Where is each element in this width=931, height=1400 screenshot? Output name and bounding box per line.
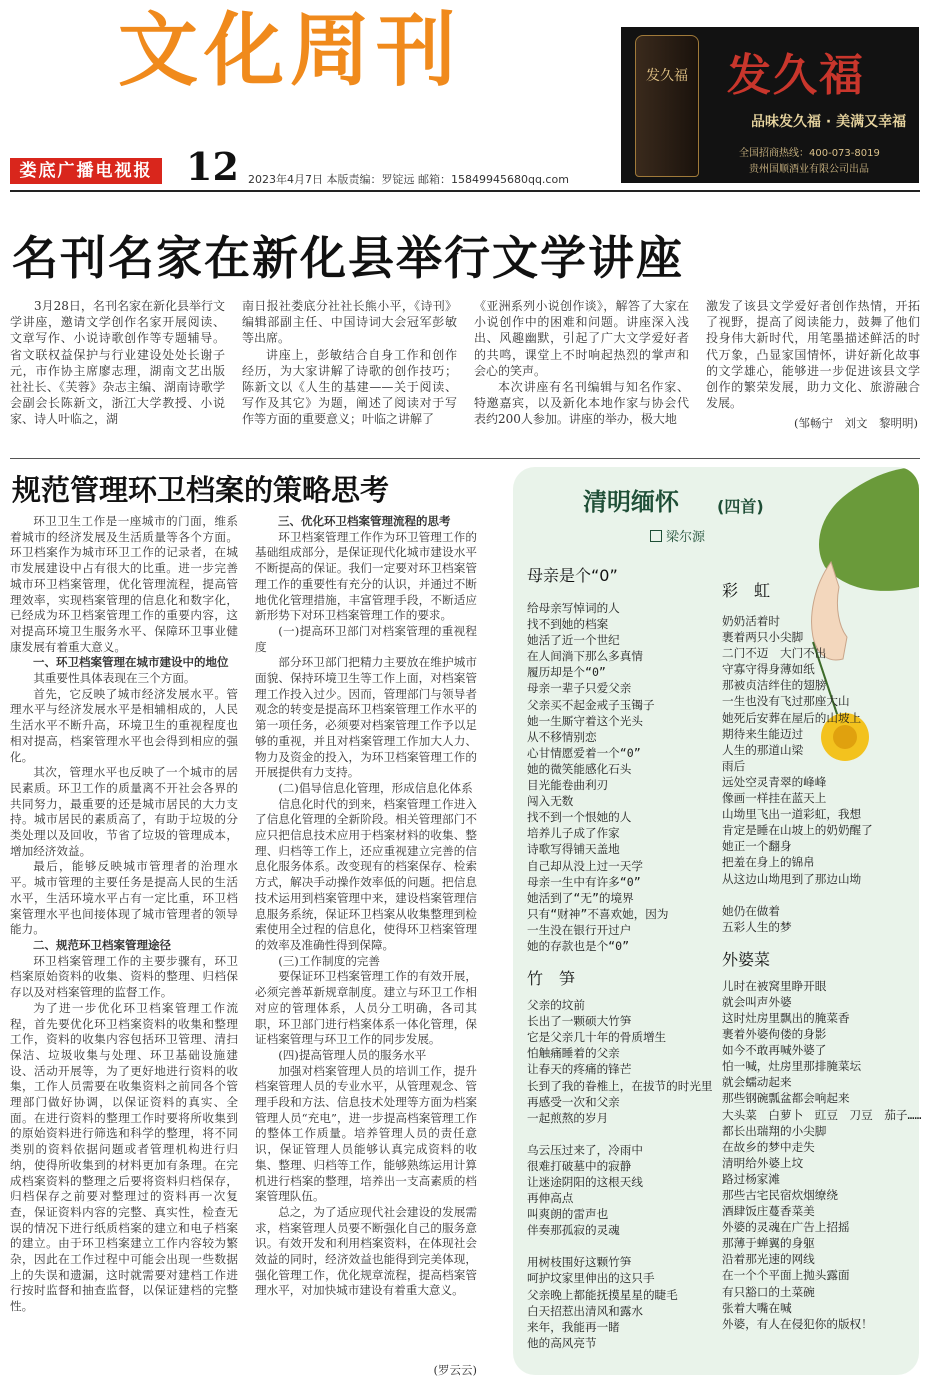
poem-line: 酒肆饭庄蔓香菜美 bbox=[722, 1204, 815, 1219]
poem-line: 闯入无数 bbox=[527, 794, 574, 809]
poem-title-grandma-dish: 外婆菜 bbox=[722, 949, 771, 969]
poem-line: 二门不迈 大门不出 bbox=[722, 646, 827, 661]
poem-line: 他的高风亮节 bbox=[527, 1335, 597, 1350]
poem-line: 呵护坟家里伸出的这只手 bbox=[527, 1271, 655, 1286]
poem-line: 再伸高点 bbox=[527, 1191, 574, 1206]
paragraph: 3月28日，名刊名家在新化县举行文学讲座，邀请文学创作名家开展阅读、文章写作、小说诗歌创作等专题辅导。省文联权益保护与行业建设处处长谢子元，市作协主席廖志理，湖南文艺出版社社长、《芙蓉》杂志主编、湖南诗歌学会副会长陈新文，浙江大学教授、小说家、诗人叶临之，湖 bbox=[10, 299, 225, 427]
paragraph: (一)提高环卫部门对档案管理的重视程度 bbox=[255, 623, 477, 654]
poem-line: 履历却是个“0” bbox=[527, 665, 606, 680]
poem-line: 怕一喊，灶房里那排腌菜坛 bbox=[722, 1059, 862, 1074]
paragraph: (四)提高管理人员的服务水平 bbox=[278, 1047, 427, 1062]
poem-line: 她活了近一个世纪 bbox=[527, 633, 620, 648]
paragraph: 最后，能够反映城市管理者的治理水平。城市管理的主要任务是提高人民的生活水平，生活环境水平占有一定比重，环卫档案管理水平也间接体现了城市管理者的领导能力。 bbox=[10, 859, 238, 937]
poem-line: 在人间淌下那么多真情 bbox=[527, 649, 643, 664]
paragraph: 讲座上，彭敏结合自身工作和创作经历，为大家讲解了诗歌的创作技巧；陈新文以《人生的基建——关于阅读、写作及其它》为题，阐述了阅读对于写作等方面的重要意义；叶临之讲解了 bbox=[242, 347, 457, 427]
poem-section-title: 清明缅怀 bbox=[583, 488, 679, 516]
poem-line: 父亲的坟前 bbox=[527, 998, 585, 1013]
poem-bamboo-lines bbox=[527, 997, 712, 1351]
poem-line: 裹着两只小尖脚 bbox=[722, 630, 804, 645]
poem-line: 大头菜 白萝卜 豇豆 刀豆 茄子…… bbox=[722, 1107, 922, 1122]
poem-line: 培养儿子成了作家 bbox=[527, 826, 620, 841]
poem-line: 她仍在做着 bbox=[722, 903, 780, 918]
section-heading: 三、优化环卫档案管理流程的思考 bbox=[278, 514, 451, 528]
paragraph: 激发了该县文学爱好者创作热情，开拓了视野，提高了阅读能力，鼓舞了他们投身伟大新时代，用笔墨描述鲜活的时代万象，凸显家国情怀，讲好新化故事的文学雄心，能够进一步促进该县文学创作的繁荣发展，助力文化、旅游融合发展。 bbox=[706, 299, 920, 411]
poem-line: 父亲买不起金戒子玉镯子 bbox=[527, 697, 655, 712]
poem-line: 沿着那光速的网线 bbox=[722, 1252, 815, 1267]
article2-byline: (罗云云) bbox=[433, 1363, 477, 1377]
poem-line: 那些钢碗瓢盆都会响起来 bbox=[722, 1091, 850, 1106]
poem-line: 长出了一颗硕大竹笋 bbox=[527, 1014, 632, 1029]
poem-line: 长到了我的眷椎上，在拔节的时光里 bbox=[527, 1078, 713, 1093]
poem-line: 外婆，有人在侵犯你的版权！ bbox=[722, 1316, 873, 1331]
poem-line: 有只豁口的土菜碗 bbox=[722, 1284, 815, 1299]
poem-line: 那薄于蝉翼的身躯 bbox=[722, 1236, 815, 1251]
poem-line: 她死后安葬在屋后的山坡上 bbox=[722, 710, 862, 725]
poem-line: 让迷途阴阳的这根天线 bbox=[527, 1175, 643, 1189]
paragraph: 环卫档案管理工作作为环卫管理工作的基础组成部分，是保证现代化城市建设水平不断提高的保证。我们一定要对环卫档案管理工作的重要性有充分的认识，并通过不断地优化管理措施，丰富管理手段，不断适应新形势下对环卫档案管理工作的要求。 bbox=[255, 529, 477, 623]
poem-line: 像画一样挂在蓝天上 bbox=[722, 791, 827, 806]
poem-line: 张着大嘴在喊 bbox=[722, 1300, 792, 1315]
article1-headline: 名刊名家在新化县举行文学讲座 bbox=[12, 231, 684, 285]
poem-left-column bbox=[527, 563, 712, 1351]
poem-line: 她活到了“无”的境界 bbox=[527, 890, 634, 905]
masthead-title: 文化周刊 bbox=[118, 3, 462, 97]
poem-line: 她一生厮守着这个光头 bbox=[527, 713, 643, 728]
paragraph: 信息化时代的到来，档案管理工作进入了信息化管理的全新阶段。相关管理部门不应只把信息技术应用于档案材料的收集、整理、归档等工作上，还应重视建立完善的信息化服务体系。改变现有的档案保存、检索方式，解决手动操作效率低的问题。把信息技术运用到档案管理中来，建设档案管理信息服务系统，保证环卫档案从收集整理到检索使用全过程的信息化，使得环卫档案管理的效率及准确性得到保障。 bbox=[255, 796, 477, 952]
paragraph: 其重要性具体表现在三个方面。 bbox=[33, 671, 196, 686]
poem-line: 它是父亲几十年的骨质增生 bbox=[527, 1030, 667, 1045]
poem-line: 山坳里飞出一道彩虹，我想 bbox=[722, 807, 862, 822]
poem-section-subtitle: (四首) bbox=[717, 497, 764, 516]
poem-line: 肯定是睡在山坡上的奶奶醒了 bbox=[722, 823, 873, 838]
poem-line: 目光能卷曲利刃 bbox=[527, 778, 609, 793]
poem-grandma-dish-lines bbox=[722, 978, 922, 1332]
paragraph: 其次，管理水平也反映了一个城市的居民素质。环卫工作的质量离不开社会各界的共同努力，最重要的还是城市居民的大力支持。城市居民的素质高了，有助于垃圾的分类处理以及回收，节省了垃圾的管理成本，增加经济效益。 bbox=[10, 765, 238, 858]
ad-slogan: 品味发久福 · 美满又幸福 bbox=[751, 114, 907, 130]
poem-line: 就会蠕动起来 bbox=[722, 1075, 792, 1090]
paragraph: 总之，为了适应现代社会建设的发展需求，档案管理人员要不断强化自己的服务意识。有效开发和利用档案资料，在体现社会效益的同时，经济效益也能得到完美体现，强化管理工作，优化规章流程，提高档案管理水平，对加快城市建设有着重大意义。 bbox=[255, 1204, 477, 1298]
article2-col2 bbox=[255, 514, 477, 1299]
poem-line: 一生没在银行开过户 bbox=[527, 922, 632, 937]
article1-byline: (邹畅宁 刘文 黎明明) bbox=[794, 416, 918, 430]
poem-line: 人生的那道山梁 bbox=[722, 742, 804, 757]
poem-title-rainbow: 彩 虹 bbox=[722, 581, 771, 600]
ad-maker: 贵州国顺酒业有限公司出品 bbox=[749, 164, 869, 175]
poem-line: 裹着外婆佝偻的身影 bbox=[722, 1027, 827, 1042]
section-heading: 一、环卫档案管理在城市建设中的地位 bbox=[33, 655, 229, 670]
article1-col2 bbox=[242, 298, 457, 428]
poem-line: 伴奏那孤寂的灵魂 bbox=[527, 1223, 620, 1238]
poem-line: 把羞在身上的锦帛 bbox=[722, 855, 815, 870]
ad-phone: 全国招商热线：400-073-8019 bbox=[739, 148, 880, 159]
article1-col3 bbox=[474, 298, 689, 428]
section-rule bbox=[10, 458, 920, 459]
poem-line: 自己却从没上过一天学 bbox=[527, 858, 643, 873]
paragraph: 加强对档案管理人员的培训工作，提升档案管理人员的专业水平，从管理观念、管理手段和方法、信息技术处理等方面为档案管理人员“充电”，进一步提高档案管理工作的整体工作质量。培养管理人员的责任意识，保证管理人员能够认真完成资料的收集、整理、归档等工作，能够熟练运用计算机进行档案的整理，培养出一支高素质的档案管理队伍。 bbox=[255, 1063, 477, 1204]
paragraph: 环卫卫生工作是一座城市的门面，维系着城市的经济发展及生活质量等各个方面。环卫档案作为城市环卫工作的记录者，在城市发展建设中占有很大的比重。进一步完善城市环卫档案管理，优化管理流程，提高管理效率，实现档案管理的信息化和数字化，已经成为环卫档案管理工作的重要内容，这对提高环境卫生服务水平、保障环卫事业健康发展有着重大意义。 bbox=[10, 514, 238, 654]
poem-line: 她正一个翻身 bbox=[722, 839, 792, 854]
poem-title-mother: 母亲是个“0” bbox=[527, 566, 618, 585]
poem-line: 那被贞洁绊住的翅膀 bbox=[722, 678, 827, 693]
paragraph: 部分环卫部门把精力主要放在维护城市面貌、保持环境卫生等工作上面，对档案管理工作投入过少。因而，管理部门与领导者观念的转变是提高环卫档案管理工作水平的第一项任务，必须要对档案管理工作予以足够的重视，并且对档案管理工作加大人力、物力及资金的投入，为环卫档案管理工作的开展提供有力支持。 bbox=[255, 655, 477, 780]
author-box-icon bbox=[650, 530, 662, 542]
stanza-gap bbox=[527, 1238, 712, 1254]
poem-line: 母亲一辈子只爱父亲 bbox=[527, 681, 632, 696]
poem-line: 母亲一生中有许多“0” bbox=[527, 874, 641, 889]
bottle-image bbox=[635, 35, 699, 177]
poem-line: 从不移情别恋 bbox=[527, 729, 597, 744]
poem-line: 找不到她的档案 bbox=[527, 617, 609, 632]
poem-line: 外婆的灵魂在广告上招摇 bbox=[722, 1220, 850, 1235]
poem-title-bamboo: 竹 笋 bbox=[527, 969, 576, 989]
article1-col4 bbox=[706, 298, 920, 411]
poem-author bbox=[650, 526, 705, 545]
poem-line: 父亲晚上都能抚摸星星的睫毛 bbox=[527, 1287, 678, 1302]
poem-line: 再感受一次和父亲 bbox=[527, 1094, 620, 1109]
paragraph: 南日报社娄底分社社长熊小平，《诗刊》编辑部副主任、中国诗词大会冠军彭敏等出席。 bbox=[242, 299, 457, 346]
poem-mother-lines bbox=[527, 600, 712, 954]
issue-meta: 2023年4月7日 本版责编：罗锭远 邮箱：15849945680qq.com bbox=[248, 173, 569, 186]
poem-line: 白天招惹出清风和露水 bbox=[527, 1303, 643, 1318]
poem-line: 叫爽朗的雷声也 bbox=[527, 1207, 609, 1222]
poem-line: 那些古宅民宿炊烟缭绕 bbox=[722, 1188, 838, 1202]
poem-line: 就会叫声外婆 bbox=[722, 994, 792, 1009]
paper-name-badge: 娄底广播电视报 bbox=[10, 158, 162, 184]
poem-line: 儿时在被窝里睁开眼 bbox=[722, 978, 827, 993]
stanza-gap bbox=[722, 887, 914, 903]
poem-line: 来年，我能再一睹 bbox=[527, 1319, 620, 1334]
poem-line: 从这边山坳甩到了那边山坳 bbox=[722, 871, 862, 886]
ad-brand: 发久福 bbox=[727, 50, 865, 101]
article2-headline: 规范管理环卫档案的策略思考 bbox=[12, 473, 390, 507]
poem-line: 清明给外婆上坟 bbox=[722, 1155, 804, 1170]
poem-line: 在一个个平面上抛头露面 bbox=[722, 1268, 850, 1283]
poem-line: 如今不敢再喊外婆了 bbox=[722, 1043, 827, 1058]
poem-line: 一生也没有飞过那座大山 bbox=[722, 694, 850, 709]
masthead-rule bbox=[10, 190, 920, 192]
paragraph: (三)工作制度的完善 bbox=[278, 953, 380, 968]
paragraph: 环卫档案管理工作的主要步骤有，环卫档案原始资料的收集、资料的整理、归档保存以及对档案管理的监督工作。 bbox=[10, 953, 238, 1000]
liquor-advertisement bbox=[621, 27, 919, 183]
article2-col1 bbox=[10, 514, 238, 1315]
paragraph: 《亚洲系列小说创作谈》，解答了大家在小说创作中的困难和问题。讲座深入浅出、风趣幽默，引起了广大文学爱好者的共鸣，课堂上不时响起热烈的掌声和会心的笑声。 bbox=[474, 299, 689, 378]
paragraph: 首先，它反映了城市经济发展水平。管理水平与经济发展水平是相辅相成的，人民生活水平不断升高，环境卫生的重视程度也相对提高，档案管理水平也会得到相应的强化。 bbox=[10, 686, 238, 764]
paragraph: 要保证环卫档案管理工作的有效开展，必须完善革新规章制度。建立与环卫工作相对应的管理体系，人员分工明确，各司其职，环卫部门进行档案体系一体化管理，保证档案管理与环卫工作的同步发展。 bbox=[255, 969, 477, 1047]
page-number: 12 bbox=[186, 144, 239, 189]
stanza-gap bbox=[527, 1126, 712, 1142]
poem-line: 期待来生能迈过 bbox=[722, 726, 804, 741]
poem-line: 一起煎熬的岁月 bbox=[527, 1110, 609, 1125]
poem-line: 给母亲写悼词的人 bbox=[527, 601, 620, 615]
poem-line: 雨后 bbox=[722, 758, 746, 773]
author-name: 梁尔源 bbox=[666, 530, 706, 545]
poem-line: 怕触痛睡着的父亲 bbox=[527, 1046, 620, 1061]
paragraph: 为了进一步优化环卫档案管理工作流程，首先要优化环卫档案资料的收集和整理工作，资料的收集内容包括环卫管理、清扫保洁、垃圾收集与处理、环卫基础设施建设、活动开展等，为了更好地进行资料的收集，工作人员需要在收集资料之前同各个管理部门做好协调，以保证资料的真实、全面。在进行资料的整理工作时要将所收集到的原始资料进行筛选和科学的整理，将不同类别的资料依据问题或者管理机构进行归纳，使得所收集到的材料更加有条理。在完成档案资料的整理之后要将资料归档保存，归档保存之前要对整理过的资料再一次复查，保证资料内容的完整、真实性，检查无误的情况下进行纸质档案的建立和电子档案的建立。由于环卫档案建立工作内容较为繁杂，因此在工作过程中可能会出现一些数据上的失误和遗漏，这时就需要对建档工作进行按时监督和抽查监督，以保证建档的完整性。 bbox=[10, 1000, 238, 1314]
paragraph: (二)倡导信息化管理，形成信息化体系 bbox=[278, 780, 473, 795]
paragraph: 本次讲座有名刊编辑与知名作家、特邀嘉宾，以及新化本地作家与协会代表约200人参加。讲座的举办，极大地 bbox=[474, 380, 689, 427]
poem-line: 她的存款也是个“0” bbox=[527, 938, 630, 953]
poem-line: 五彩人生的梦 bbox=[722, 919, 792, 934]
poem-line: 远处空灵青翠的峰峰 bbox=[722, 774, 827, 789]
poem-line: 找不到一个恨她的人 bbox=[527, 810, 632, 825]
poem-line: 守寡守得身薄如纸 bbox=[722, 662, 815, 677]
poem-line: 奶奶活着时 bbox=[722, 614, 780, 628]
poem-line: 只有“财神”不喜欢她，因为 bbox=[527, 906, 669, 921]
poem-line: 都长出瑞翔的小尖脚 bbox=[722, 1123, 827, 1138]
poem-line: 心甘情愿爱着一个“0” bbox=[527, 745, 641, 760]
bottle-label: 发久福 bbox=[646, 68, 688, 84]
poem-line: 这时灶房里飘出的腌菜香 bbox=[722, 1010, 850, 1025]
poem-line: 很难打破墓中的寂静 bbox=[527, 1158, 632, 1173]
poem-line: 诗歌写得铺天盖地 bbox=[527, 842, 620, 857]
poem-line: 用树枝围好这颗竹笋 bbox=[527, 1255, 632, 1270]
article1-col1 bbox=[10, 298, 225, 428]
poem-right-column bbox=[722, 578, 922, 1332]
poem-line: 在故乡的梦中走失 bbox=[722, 1139, 815, 1154]
poem-line: 让春天的疼痛的锋芒 bbox=[527, 1062, 632, 1077]
poem-line: 乌云压过来了，冷雨中 bbox=[527, 1142, 643, 1157]
section-heading: 二、规范环卫档案管理途径 bbox=[33, 937, 171, 952]
poem-line: 她的微笑能感化石头 bbox=[527, 761, 632, 776]
poem-line: 路过杨家滩 bbox=[722, 1171, 780, 1186]
poem-rainbow-lines bbox=[722, 613, 914, 935]
